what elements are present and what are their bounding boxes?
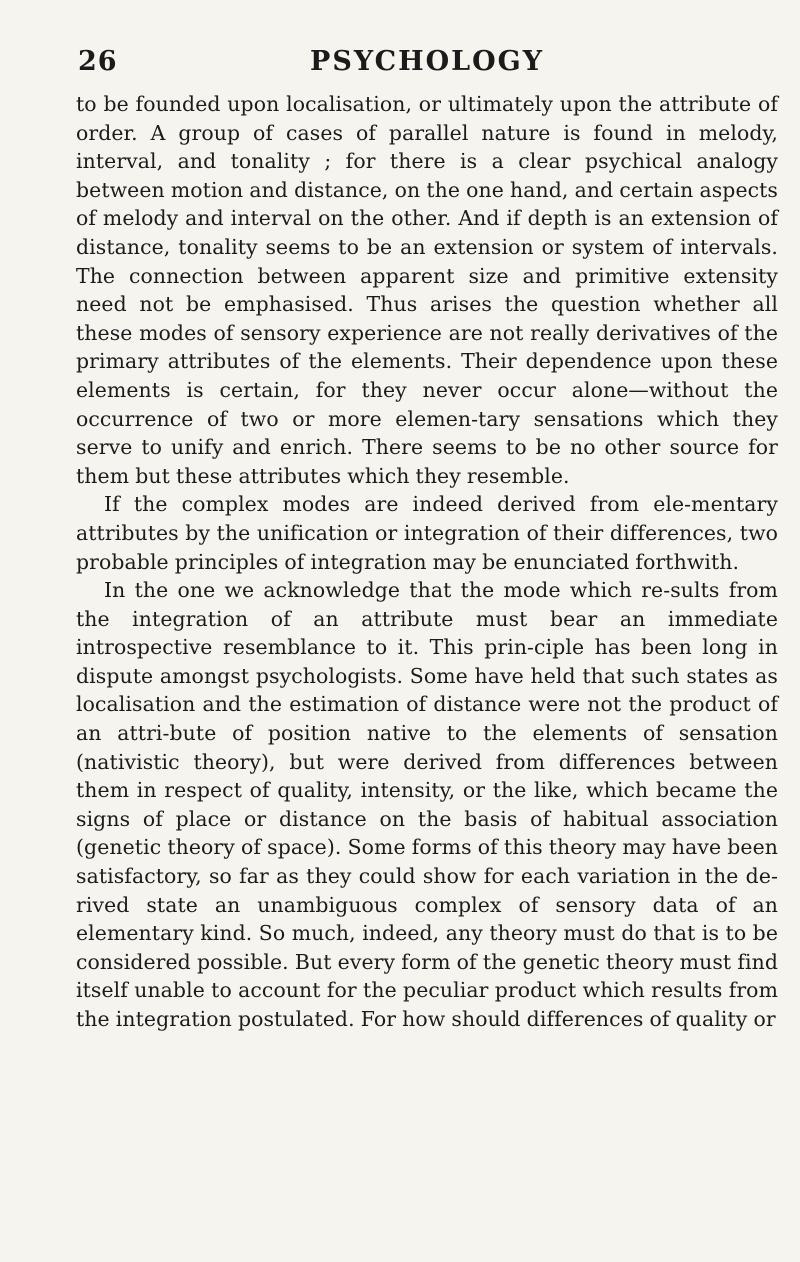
body-text (76, 90, 778, 1034)
page-number: 26 (78, 46, 118, 77)
paragraph-first-principle: In the one we acknowledge that the mode which re-sults from the integration of an attribute must bear an immediate introspective resemblance to it. This prin-ciple has been long in dispute amongst psychologists. Some have held that such states as localisation and the estimation of distance were not the product of an attri-bute of position native to the elements of sensation (nativistic theory), but were derived from differences between them in respect of quality, intensity, or the like, which became the signs of place or distance on the basis of habitual association (genetic theory of space). Some forms of this theory may have been satisfactory, so far as they could show for each variation in the de-rived state an unambiguous complex of sensory data of an elementary kind. So much, indeed, any theory must do that is to be considered possible. But every form of the genetic theory must find itself unable to account for the peculiar product which results from the integration postulated. For how should differences of quality or (76, 578, 778, 1031)
running-title: PSYCHOLOGY (310, 46, 544, 77)
page-header (76, 44, 778, 90)
book-page (76, 44, 778, 1034)
paragraph-continued: to be founded upon localisation, or ultimately upon the attribute of order. A group of cases of parallel nature is found in melody, interval, and tonality ; for there is a clear psychical analogy between motion and distance, on the one hand, and certain aspects of melody and interval on the other. And if depth is an extension of distance, tonality seems to be an extension or system of intervals. The connection between apparent size and primitive extensity need not be emphasised. Thus arises the question whether all these modes of sensory experience are not really derivatives of the primary attributes of the elements. Their dependence upon these elements is certain, for they never occur alone—without the occurrence of two or more elemen-tary sensations which they serve to unify and enrich. There seems to be no other source for them but these attributes which they resemble. (76, 92, 778, 488)
paragraph-complex-modes: If the complex modes are indeed derived from ele-mentary attributes by the unification or integration of their differences, two probable principles of integration may be enunciated forthwith. (76, 492, 778, 574)
